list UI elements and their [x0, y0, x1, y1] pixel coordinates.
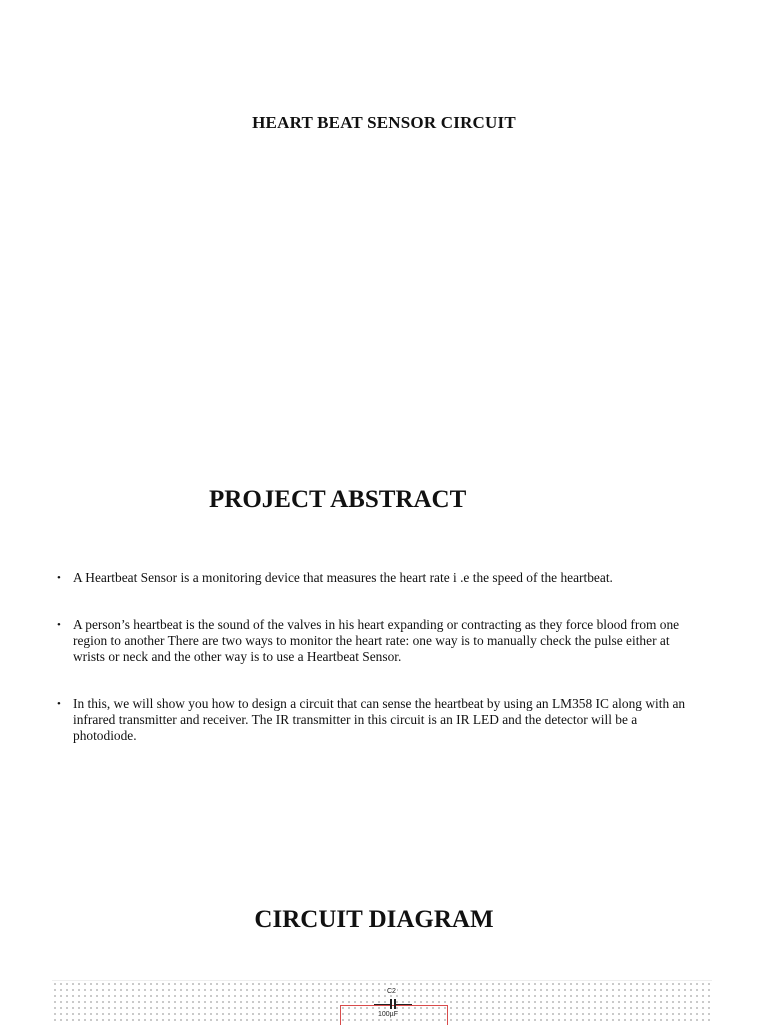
list-item [57, 696, 697, 744]
bullet-text: A Heartbeat Sensor is a monitoring device that measures the heart rate i .e the speed of the heartbeat. [73, 570, 613, 585]
capacitor-lead-right [396, 1004, 412, 1005]
document-title: HEART BEAT SENSOR CIRCUIT [252, 113, 516, 132]
list-item [57, 617, 697, 665]
bullet-icon: • [57, 698, 61, 710]
circuit-diagram-heading: CIRCUIT DIAGRAM [254, 906, 494, 933]
circuit-diagram [52, 980, 712, 1025]
capacitor-c2-label: C2 [387, 988, 396, 995]
list-item [57, 570, 697, 586]
project-abstract-heading: PROJECT ABSTRACT [209, 486, 467, 513]
abstract-bullet-list [57, 570, 697, 775]
capacitor-lead-left [374, 1004, 390, 1005]
capacitor-c2-value: 100µF [378, 1011, 398, 1018]
bullet-text: In this, we will show you how to design a circuit that can sense the heartbeat by using an LM358 IC along with an infrared transmitter and receiver. The IR transmitter in this circuit is an IR LED and the detector will be a photodiode. [73, 696, 686, 743]
capacitor-plate-left [390, 999, 392, 1009]
bullet-icon: • [57, 572, 61, 584]
bullet-text: A person’s heartbeat is the sound of the valves in his heart expanding or contracting as they force blood from one region to another There are two ways to monitor the heart rate: one way is to manually check the pulse either at wrists or neck and the other way is to use a Heartbeat Sensor. [73, 617, 680, 664]
bullet-icon: • [57, 619, 61, 631]
